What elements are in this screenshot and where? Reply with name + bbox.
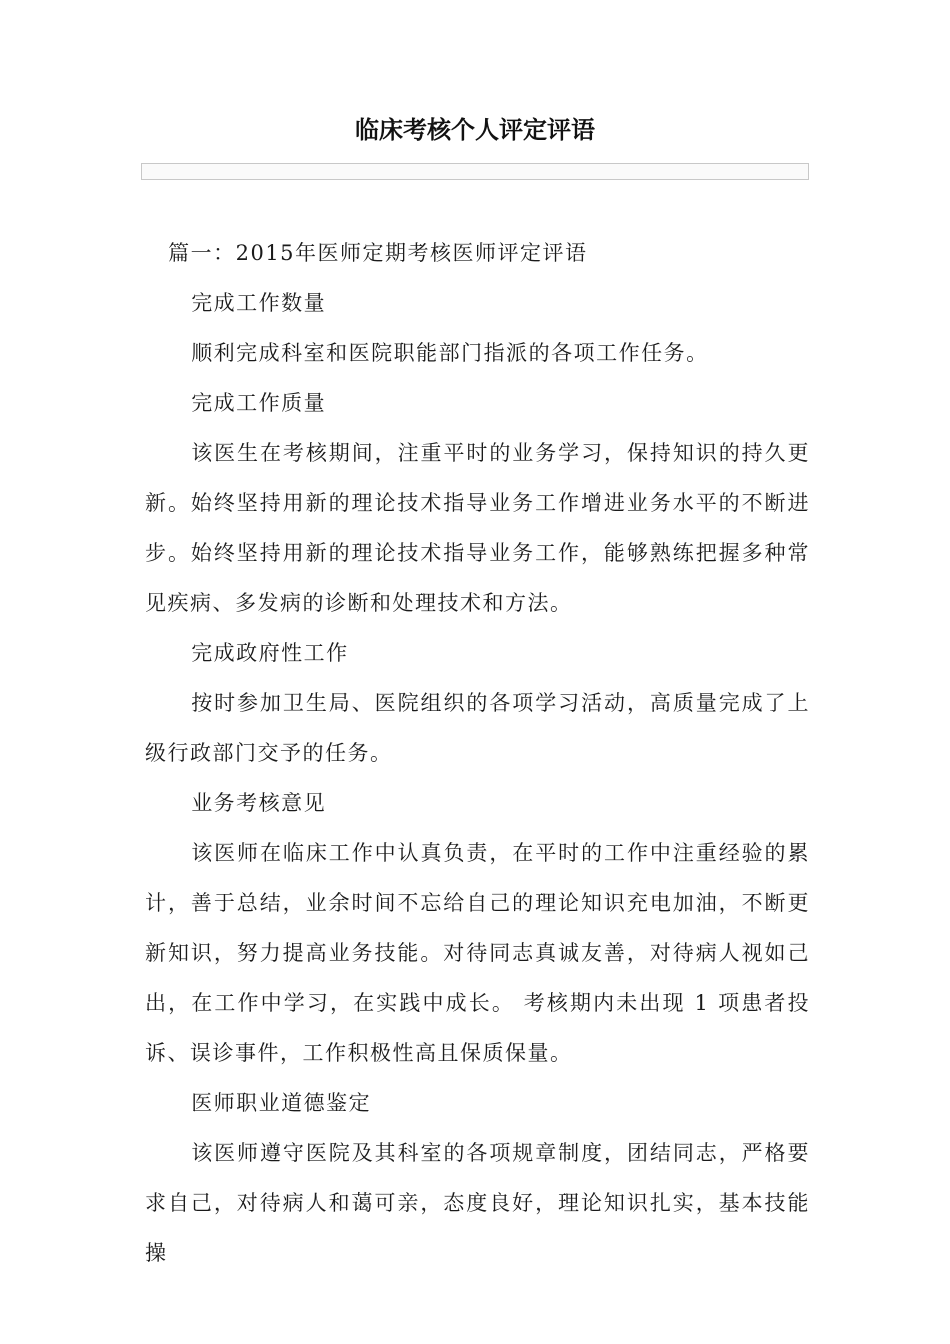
subheading-business-assessment: 业务考核意见: [191, 791, 327, 815]
subheading-work-quantity: 完成工作数量: [191, 291, 327, 315]
document-body: [145, 228, 810, 1278]
subheading-professional-ethics: 医师职业道德鉴定: [191, 1091, 372, 1115]
paragraph-professional-ethics: 该医师遵守医院及其科室的各项规章制度，团结同志，严格要求自己，对待病人和蔼可亲，态度良好，理论知识扎实，基本技能操: [145, 1141, 810, 1265]
paragraph-business-assessment: 该医师在临床工作中认真负责，在平时的工作中注重经验的累计，善于总结，业余时间不忘给自己的理论知识充电加油，不断更新知识，努力提高业务技能。对待同志真诚友善，对待病人视如己出，在工作中学习，在实践中成长。 考核期内未出现 1 项患者投诉、误诊事件，工作积极性高且保质保量。: [145, 841, 810, 1065]
title-divider: [141, 163, 809, 180]
paragraph-work-quality: 该医生在考核期间，注重平时的业务学习，保持知识的持久更新。始终坚持用新的理论技术指导业务工作增进业务水平的不断进步。始终坚持用新的理论技术指导业务工作，能够熟练把握多种常见疾病、多发病的诊断和处理技术和方法。: [145, 441, 810, 615]
paragraph-work-quantity: 顺利完成科室和医院职能部门指派的各项工作任务。: [191, 341, 709, 365]
paragraph-government-work: 按时参加卫生局、医院组织的各项学习活动，高质量完成了上级行政部门交予的任务。: [145, 691, 810, 765]
section-heading-part-one: 篇一：2015年医师定期考核医师评定评语: [168, 241, 588, 265]
subheading-work-quality: 完成工作质量: [191, 391, 327, 415]
subheading-government-work: 完成政府性工作: [191, 641, 349, 665]
document-title: 临床考核个人评定评语: [355, 116, 595, 144]
